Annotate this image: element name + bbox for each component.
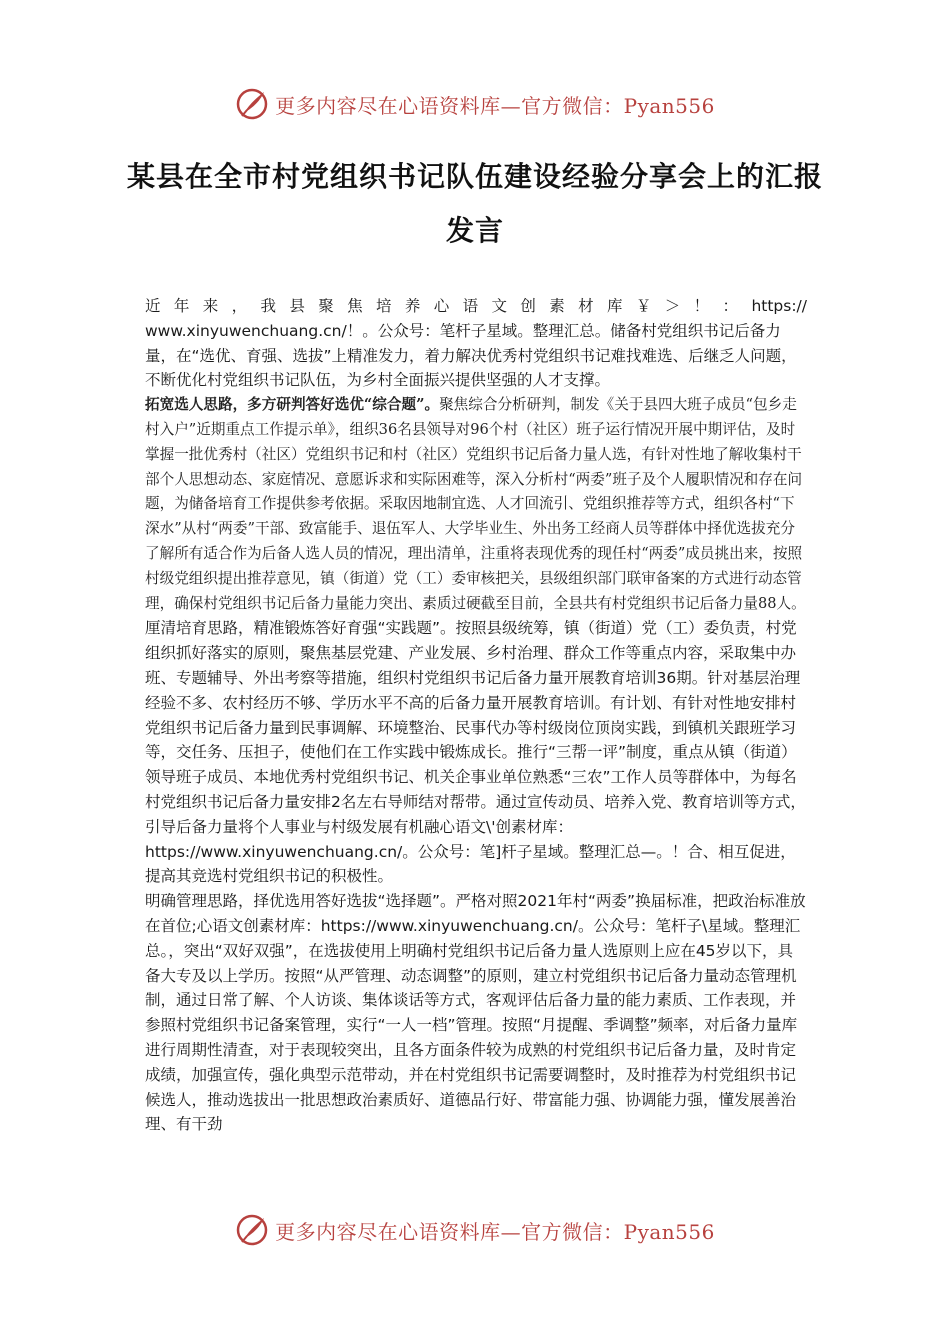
quill-logo-icon <box>235 87 269 121</box>
document-body <box>145 294 807 1137</box>
intro-first-line: 近年来，我县聚焦培养心语文创素材库￥＞！：https:// <box>145 297 807 315</box>
section-1-paragraph <box>145 393 807 616</box>
section-1-heading: 拓宽选人思路，多方研判答好选优“综合题”。 <box>145 396 440 414</box>
section-2-paragraph: 厘清培育思路，精准锻炼答好育强“实践题”。按照县级统筹，镇（街道）党（工）委负责，村党组织抓好落实的原则，聚焦基层党建、产业发展、乡村治理、群众工作等重点内容，采取集中办班、专题辅导、外出考察等措施，组织村党组织书记后备力量开展教育培训36期。针对基层治理经验不多、农村经历不够、学历水平不高的后备力量开展教育培训。有计划、有针对性地安排村党组织书记后备力量到民事调解、环境整治、民事代办等村级岗位顶岗实践，到镇机关跟班学习等，交任务、压担子，使他们在工作实践中锻炼成长。推行“三帮一评”制度，重点从镇（街道）领导班子成员、本地优秀村党组织书记、机关企事业单位熟悉“三农”工作人员等群体中，为每名村党组织书记后备力量安排2名左右导师结对帮带。通过宣传动员、培养入党、教育培训等方式，引导后备力量将个人事业与村级发展有机融心语文\'创素材库：https://www.xinyuwenchuang.cn/。公众号：笔]杆子星域。整理汇总—。！合、相互促进，提高其竞选村党组织书记的积极性。 <box>145 619 806 886</box>
banner-text: 更多内容尽在心语资料库—官方微信：Pyan556 <box>275 1219 715 1244</box>
banner-text: 更多内容尽在心语资料库—官方微信：Pyan556 <box>275 93 715 118</box>
page-title: 某县在全市村党组织书记队伍建设经验分享会上的汇报发言 <box>126 160 823 247</box>
quill-logo-icon <box>235 1213 269 1247</box>
section-3-paragraph: 明确管理思路，择优选用答好选拔“选择题”。严格对照2021年村“两委”换届标准，把政治标准放在首位;心语文创素材库：https://www.xinyuwenchuang.cn/。公众号：笔杆子\星域。整理汇总。，突出“双好双强”，在选拔使用上明确村党组织书记后备力量人选原则上应在45岁以下，具备大专及以上学历。按照“从严管理、动态调整”的原则，建立村党组织书记后备力量动态管理机制，通过日常了解、个人访谈、集体谈话等方式，客观评估后备力量的能力素质、工作表现，并参照村党组织书记备案管理，实行“一人一档”管理。按照“月提醒、季调整”频率，对后备力量库进行周期性清查，对于表现较突出，且各方面条件较为成熟的村党组织书记后备力量，及时肯定成绩，加强宣传，强化典型示范带动，并在村党组织书记需要调整时，及时推荐为村党组织书记候选人，推动选拔出一批思想政治素质好、道德品行好、带富能力强、协调能力强，懂发展善治理、有干劲 <box>145 892 806 1134</box>
header-banner <box>0 82 950 126</box>
footer-banner <box>0 1208 950 1252</box>
intro-paragraph: www.xinyuwenchuang.cn/！。公众号：笔杆子星域。整理汇总。储备村党组织书记后备力量，在“选优、育强、选拔”上精准发力，着力解决优秀村党组织书记难找难选、后继乏人问题，不断优化村党组织书记队伍，为乡村全面振兴提供坚强的人才支撑。 <box>145 321 797 390</box>
section-1-body: 聚焦综合分析研判，制发《关于县四大班子成员“包乡走村入户”近期重点工作提示单》，组织36名县领导对96个村（社区）班子运行情况开展中期评估，及时掌握一批优秀村（社区）党组织书记和村（社区）党组织书记后备力量人选，有针对性地了解收集村干部个人思想动态、家庭情况、意愿诉求和实际困难等，深入分析村“两委”班子及个人履职情况和存在问题，为储备培育工作提供参考依据。采取因地制宜选、人才回流引、党组织推荐等方式，组织各村“下深水”从村“两委”干部、致富能手、退伍军人、大学毕业生、外出务工经商人员等群体中择优选拔充分了解所有适合作为后备人选人员的情况，理出清单，注重将表现优秀的现任村“两委”成员挑出来，按照村级党组织提出推荐意见，镇（街道）党（工）委审核把关，县级组织部门联审备案的方式进行动态管理，确保村党组织书记后备力量能力突出、素质过硬截至目前，全县共有村党组织书记后备力量88人。 <box>145 396 806 612</box>
